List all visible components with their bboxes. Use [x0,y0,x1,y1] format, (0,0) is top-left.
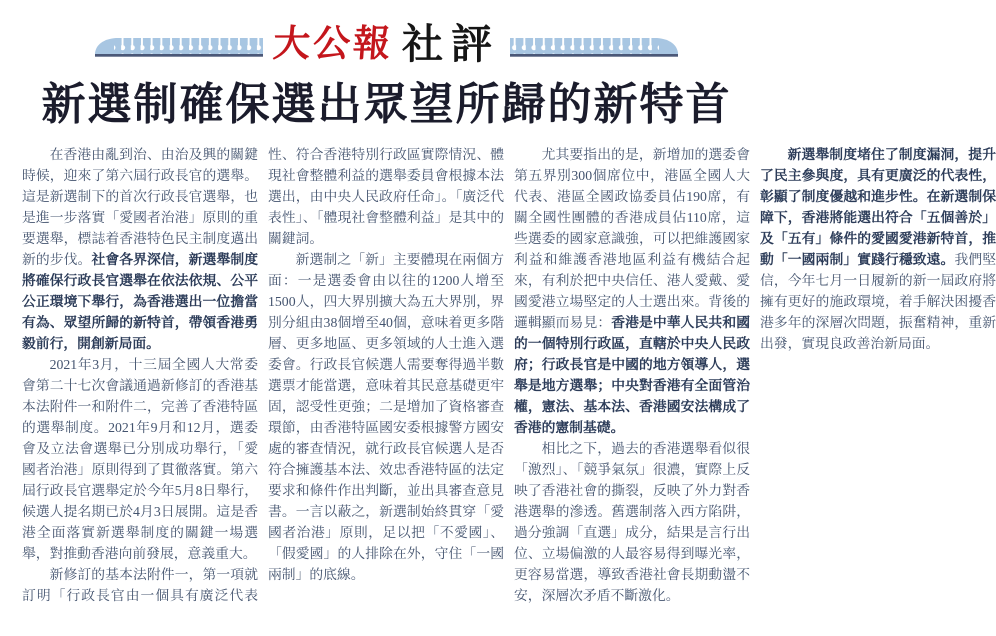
masthead-ornament-left [92,37,264,60]
paragraph-text: 新選制之「新」主要體現在兩個方面：一是選委會由以往的1200人增至1500人，四大界別擴大為五大界別，界別分組由38個增至40個，意味着更多階層、更多地區、更多領域的人士進入選委會。行政長官候選人需要奪得過半數選票才能當選，意味着其民意基礎更牢固，認受性更強；二是增加了資格審查環節，由香港特區國安委根據警方國安處的審查情況，就行政長官候選人是否符合擁護基本法、效忠香港特區的法定要求和條件作出判斷，並出具審查意見書。一言以蔽之，新選制始終貫穿「愛國者治港」原則，足以把「不愛國」、「假愛國」的人排除在外，守住「一國兩制」的底線。 [268,251,504,582]
paper-name: 大公報 [271,23,395,65]
headline: 新選制確保選出眾望所歸的新特首 [41,80,732,129]
paragraph-text: 2021年3月，十三屆全國人大常委會第二十七次會議通過新修訂的香港基本法附件一和附件二，完善了香港特區的選舉制度。2021年9月和12月，選委會及立法會選舉已分別成功舉行，「愛國者治港」原則得到了貫徹落實。第六屆行政長官選舉定於今年5月8日舉行，候選人提名期已於4月3日展開。這是香港全面落實新選舉制度的關鍵一場選舉，對推動香港向前發展，意義重大。 [22,356,258,561]
paragraph-text: 我們堅信，今年七月一日履新的新一屆政府將擁有更好的施政環境，着手解決困擾香港多年的深層次問題，振奮精神，重新出發，實現良政善治新局面。 [760,251,996,351]
article-body [22,144,996,626]
paragraph-text: 新修訂的基本法附件一，第一項就訂明「行政長官由一個具有廣泛代表性、符合香港特別行政區實際情況、體現社會整體利益的選舉委員會根據本法選出，由中央人民政府任命」。「廣泛代表性」、「體現社會整體利益」是其中的關鍵詞。 [22,146,504,603]
paragraph-text-bold: 新選舉制度堵住了制度漏洞，提升了民主參與度，具有更廣泛的代表性，彰顯了制度優越和進步性。在新選制保障下，香港將能選出符合「五個善於」及「五有」條件的愛國愛港新特首，推動「一國兩制」實踐行穩致遠。 [760,146,996,267]
article-paragraph [760,144,996,354]
paragraph-text: 尤其要指出的是，新增加的選委會第五界別300個席位中，港區全國人大代表、港區全國政協委員佔190席，有關全國性團體的香港成員佔110席，這些選委的國家意識強，可以把維護國家利益和維護香港地區利益有機結合起來，有利於把中央信任、港人愛戴、愛國愛港立場堅定的人士選出來。背後的邏輯顯而易見： [514,146,750,330]
paragraph-text-bold: 社會各界深信，新選舉制度將確保行政長官選舉在依法依規、公平公正環境下舉行，為香港選出一位擔當有為、眾望所歸的新特首，帶領香港勇毅前行，開創新局面。 [22,251,259,351]
masthead-ornament-right [509,37,681,60]
article-paragraph [268,249,504,585]
article-paragraph [22,354,258,564]
paragraph-text-bold: 香港是中華人民共和國的一個特別行政區，直轄於中央人民政府；行政長官是中國的地方領導人，選舉是地方選舉；中央對香港有全面管治權，憲法、基本法、香港國安法構成了香港的憲制基礎。 [514,314,751,435]
paragraph-text: 在香港由亂到治、由治及興的關鍵時候，迎來了第六屆行政長官的選舉。這是新選制下的首次行政長官選舉，也是進一步落實「愛國者治港」原則的重要選舉，標誌着香港特色民主制度邁出新的步伐。 [22,146,258,267]
paragraph-text: 相比之下，過去的香港選舉看似很「激烈」、「競爭氣氛」很濃，實際上反映了香港社會的撕裂，反映了外力對香港選舉的滲透。舊選制落入西方陷阱，過分強調「直選」成分，結果是言行出位、立場偏激的人最容易得到曝光率，更容易當選，導致香港社會長期動盪不安，深層次矛盾不斷激化。 [514,440,750,603]
article-paragraph [22,144,258,354]
section-title: 社評 [402,20,500,67]
masthead [0,0,773,68]
article-paragraph [514,144,750,438]
article-paragraph [514,438,750,606]
